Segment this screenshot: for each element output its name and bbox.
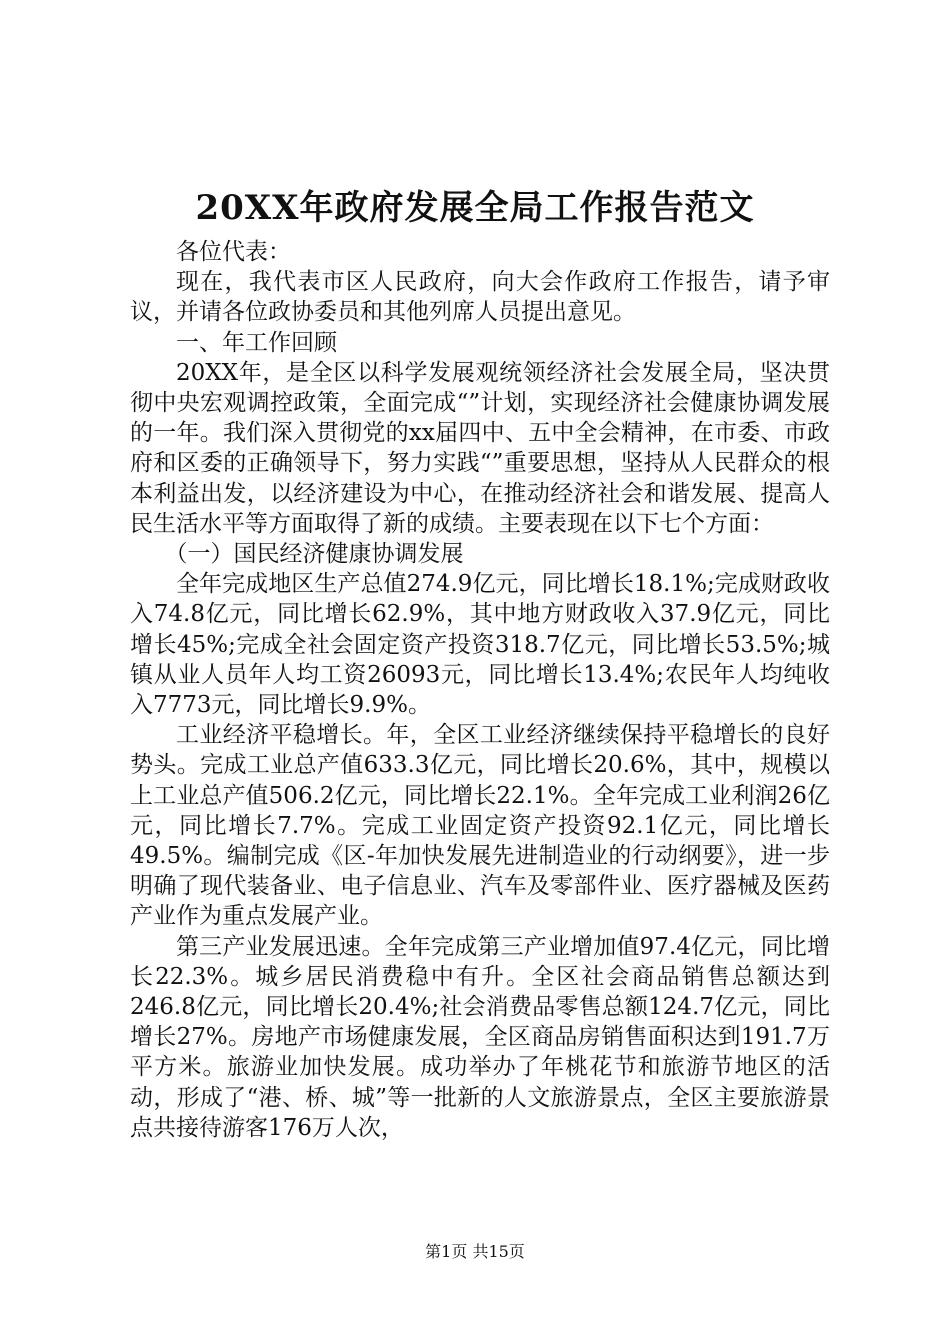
paragraph: 20XX年，是全区以科学发展观统领经济社会发展全局，坚决贯彻中央宏观调控政策，全面完成“”计划，实现经济社会健康协调发展的一年。我们深入贯彻党的xx届四中、五中全会精神，在市委、市政府和区委的正确领导下，努力实践“”重要思想，坚持从人民群众的根本利益出发，以经济建设为中心，在推动经济社会和谐发展、提高人民生活水平等方面取得了新的成绩。主要表现在以下七个方面： <box>130 359 830 537</box>
paragraph: 第三产业发展迅速。全年完成第三产业增加值97.4亿元，同比增长22.3%。城乡居民消费稳中有升。全区社会商品销售总额达到246.8亿元，同比增长20.4%;社会消费品零售总额124.7亿元，同比增长27%。房地产市场健康发展，全区商品房销售面积达到191.7万平方米。旅游业加快发展。成功举办了年桃花节和旅游节地区的活动，形成了“港、桥、城”等一批新的人文旅游景点，全区主要旅游景点共接待游客176万人次， <box>130 933 830 1141</box>
paragraph: 现在，我代表市区人民政府，向大会作政府工作报告，请予审议，并请各位政协委员和其他列席人员提出意见。 <box>130 269 830 326</box>
section-heading: 一、年工作回顾 <box>176 329 337 356</box>
paragraph: 工业经济平稳增长。年，全区工业经济继续保持平稳增长的良好势头。完成工业总产值633.3亿元，同比增长20.6%，其中，规模以上工业总产值506.2亿元，同比增长22.1%。全年完成工业利润26亿元，同比增长7.7%。完成工业固定资产投资92.1亿元，同比增长49.5%。编制完成《区-年加快发展先进制造业的行动纲要》，进一步明确了现代装备业、电子信息业、汽车及零部件业、医疗器械及医药产业作为重点发展产业。 <box>130 722 830 930</box>
paragraph: 全年完成地区生产总值274.9亿元，同比增长18.1%;完成财政收入74.8亿元，同比增长62.9%，其中地方财政收入37.9亿元，同比增长45%;完成全社会固定资产投资318.7亿元，同比增长53.5%;城镇从业人员年人均工资26093元，同比增长13.4%;农民年人均纯收入7773元，同比增长9.9%。 <box>130 571 830 719</box>
document-title: 20XX年政府发展全局工作报告范文 <box>195 188 755 228</box>
document-body <box>130 237 830 1143</box>
page-number-footer: 第1页 共15页 <box>425 1242 525 1261</box>
salutation: 各位代表： <box>176 239 291 265</box>
subsection-heading: （一）国民经济健康协调发展 <box>164 541 464 568</box>
